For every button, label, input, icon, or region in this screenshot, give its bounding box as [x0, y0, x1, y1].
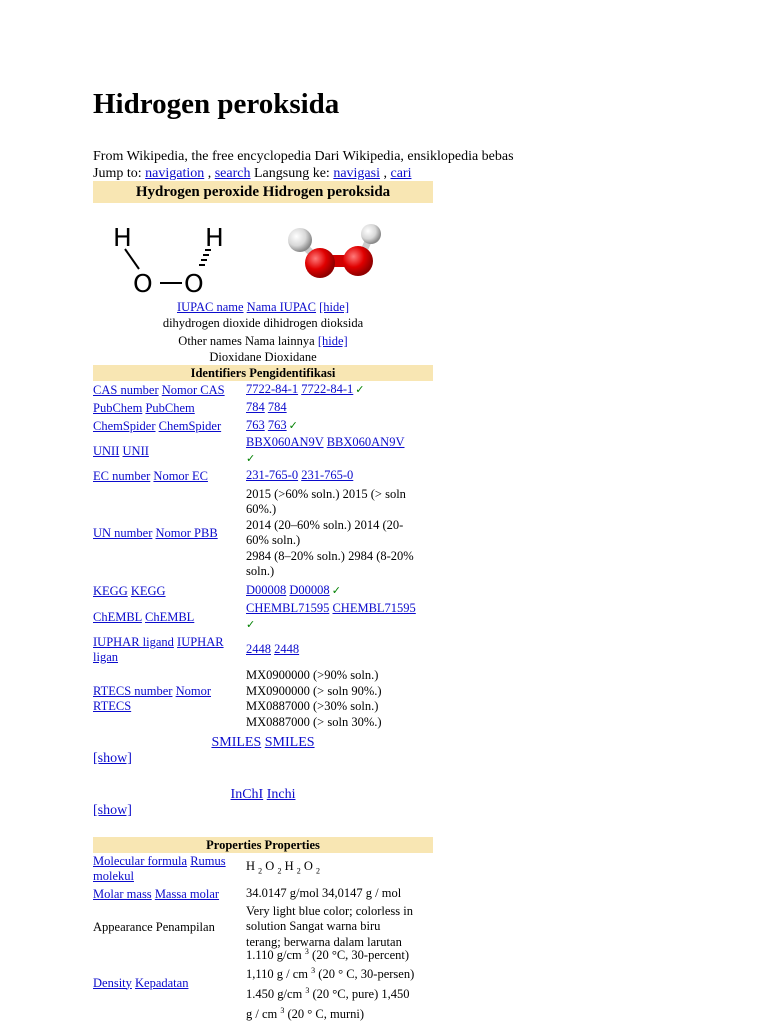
smiles-link[interactable]: SMILES [211, 735, 262, 750]
appearance-value: Very light blue color; colorless in solution Sangat warna biru terang; berwarna dalam larutan [246, 903, 413, 949]
tagline: From Wikipedia, the free encyclopedia Dari Wikipedia, ensiklopedia bebas [93, 149, 514, 164]
table-row [93, 581, 433, 601]
table-row [93, 667, 433, 731]
table-row [93, 399, 433, 417]
smiles-row [93, 735, 433, 751]
iuphar-ligand-link[interactable]: IUPHAR ligand [93, 635, 174, 649]
structural-formula-image [93, 203, 243, 298]
inchi-link[interactable]: InChI [230, 787, 264, 802]
table-row [93, 381, 433, 399]
iuphar-value-link[interactable]: 2448 [246, 642, 271, 657]
molar-mass-value: 34.0147 g/mol 34,0147 g / mol [246, 886, 402, 901]
kegg-link[interactable]: KEGG [93, 583, 128, 598]
unii-value-link[interactable]: BBX060AN9V [246, 435, 324, 449]
navigasi-link[interactable]: navigasi [333, 166, 380, 181]
table-row [93, 885, 433, 903]
appearance-label: Appearance Penampilan [93, 919, 215, 934]
massa-molar-link[interactable]: Massa molar [154, 886, 220, 901]
chembl-link-2[interactable]: ChEMBL [144, 609, 195, 624]
ball-and-stick-model-image [278, 203, 418, 281]
ec-value-link-2[interactable]: 231-765-0 [301, 468, 354, 483]
pubchem-value-link[interactable]: 784 [246, 400, 265, 415]
identifiers-header: Identifiers Pengidentifikasi [93, 365, 433, 381]
table-row [93, 633, 433, 667]
kepadatan-link[interactable]: Kepadatan [135, 975, 189, 990]
iuphar-ligan-link-2[interactable]: ligan [93, 650, 118, 664]
verified-check-icon: ✓ [246, 618, 256, 631]
other-names-row [93, 333, 433, 349]
smiles-link-2[interactable]: SMILES [264, 735, 315, 750]
density-value: 1.110 g/cm $^3$ (20 °C, 30-percent) 1,110 g / cm $^3$ (20 ° C, 30-persen) 1.450 g/cm $^3$ (20 °C, pure) 1,450 g / cm $^3$ (20 ° C, murni) [246, 946, 415, 1021]
molekul-link[interactable]: molekul [93, 869, 134, 883]
chembl-value-link-2[interactable]: CHEMBL71595 [332, 601, 416, 615]
verified-check-icon: ✓ [331, 584, 341, 597]
infobox [93, 181, 433, 1021]
table-row [93, 853, 433, 885]
molar-mass-link[interactable]: Molar mass [93, 886, 152, 901]
pubchem-link[interactable]: PubChem [93, 400, 143, 415]
nomor-cas-link[interactable]: Nomor CAS [161, 382, 225, 397]
infobox-title: Hydrogen peroxide Hidrogen peroksida [93, 181, 433, 203]
nomor-rtecs-link[interactable]: Nomor [175, 684, 212, 698]
verified-check-icon: ✓ [288, 419, 298, 432]
page-title: Hidrogen peroksida [93, 88, 340, 120]
iupac-name-row [93, 299, 433, 315]
verified-check-icon: ✓ [246, 452, 256, 465]
molecule-images [93, 203, 433, 298]
properties-header: Properties Properties [93, 837, 433, 853]
verified-check-icon: ✓ [355, 383, 365, 396]
other-names-hide-toggle[interactable]: [hide] [317, 334, 348, 348]
rumus-molekul-link[interactable]: Rumus [190, 854, 226, 868]
chemspider-link[interactable]: ChemSpider [93, 418, 156, 433]
navigation-link[interactable]: navigation [145, 166, 205, 181]
table-row [93, 485, 433, 581]
chemspider-value-link-2[interactable]: 763 [267, 417, 287, 432]
chemspider-value-link[interactable]: 763 [246, 417, 265, 432]
pubchem-link-2[interactable]: PubChem [145, 400, 195, 415]
iupac-name-value: dihydrogen dioxide dihidrogen dioksida [162, 316, 364, 330]
inchi-link-2[interactable]: Inchi [266, 787, 296, 802]
other-names-label: Other names Nama lainnya [178, 334, 315, 348]
cari-link[interactable]: cari [390, 166, 412, 181]
other-names-value: Dioxidane Dioxidane [209, 350, 317, 364]
kegg-value-link[interactable]: D00008 [246, 582, 287, 597]
iuphar-ligan-link[interactable]: IUPHAR [177, 635, 224, 649]
unii-link-2[interactable]: UNII [122, 443, 149, 458]
cas-value-link-2[interactable]: 7722-84-1 [301, 381, 354, 396]
table-row [93, 435, 433, 467]
intro [93, 148, 653, 182]
cas-value-link[interactable]: 7722-84-1 [246, 381, 299, 396]
pubchem-value-link-2[interactable]: 784 [267, 400, 287, 415]
rtecs-number-link[interactable]: RTECS number [93, 684, 173, 698]
iupac-hide-toggle[interactable]: [hide] [319, 300, 349, 314]
table-row [93, 601, 433, 633]
atom-o-right: O [184, 269, 204, 298]
un-number-link[interactable]: UN number [93, 525, 153, 540]
iupac-name-link[interactable]: IUPAC name [176, 300, 244, 314]
atom-h-right: H [205, 223, 224, 252]
chembl-value-link[interactable]: CHEMBL71595 [246, 601, 330, 615]
search-link[interactable]: search [214, 166, 251, 181]
kegg-link-2[interactable]: KEGG [130, 583, 166, 598]
unii-value-link-2[interactable]: BBX060AN9V [326, 435, 405, 449]
density-link[interactable]: Density [93, 975, 132, 990]
kegg-value-link-2[interactable]: D00008 [289, 582, 330, 597]
un-number-value: 2015 (>60% soln.) 2015 (> soln 60%.) 2014 (20–60% soln.) 2014 (20- 60% soln.) 2984 (8–20% soln.) 2984 (8-20% soln.) [246, 486, 414, 578]
iuphar-value-link-2[interactable]: 2448 [274, 642, 300, 657]
ec-value-link[interactable]: 231-765-0 [246, 468, 299, 483]
ec-number-link[interactable]: EC number [93, 468, 151, 483]
nama-iupac-link[interactable]: Nama IUPAC [246, 300, 317, 314]
cas-number-link[interactable]: CAS number [93, 382, 159, 397]
table-row [93, 417, 433, 435]
molecular-formula-value: H $_2$ O $_2$ H $_2$ O $_2$ [246, 859, 320, 876]
atom-h-left: H [113, 223, 132, 252]
jump-links: Jump to: navigation , search Langsung ke: navigasi , cari [93, 166, 412, 181]
smiles-show-toggle[interactable]: [show] [93, 751, 132, 766]
nomor-ec-link[interactable]: Nomor EC [153, 468, 208, 483]
chemspider-link-2[interactable]: ChemSpider [158, 418, 222, 433]
rtecs-value: MX0900000 (>90% soln.) MX0900000 (> soln 90%.) MX0887000 (>30% soln.) MX0887000 (> soln 30%.) [246, 668, 382, 729]
chembl-link[interactable]: ChEMBL [93, 609, 142, 624]
table-row [93, 946, 433, 1021]
atom-o-left: O [133, 269, 153, 298]
inchi-show-toggle[interactable]: [show] [93, 803, 132, 818]
nomor-pbb-link[interactable]: Nomor PBB [155, 525, 218, 540]
unii-link[interactable]: UNII [93, 443, 120, 458]
rtecs-link-2[interactable]: RTECS [93, 699, 132, 713]
inchi-row [93, 787, 433, 803]
table-row [93, 467, 433, 485]
molecular-formula-link[interactable]: Molecular formula [93, 854, 188, 868]
